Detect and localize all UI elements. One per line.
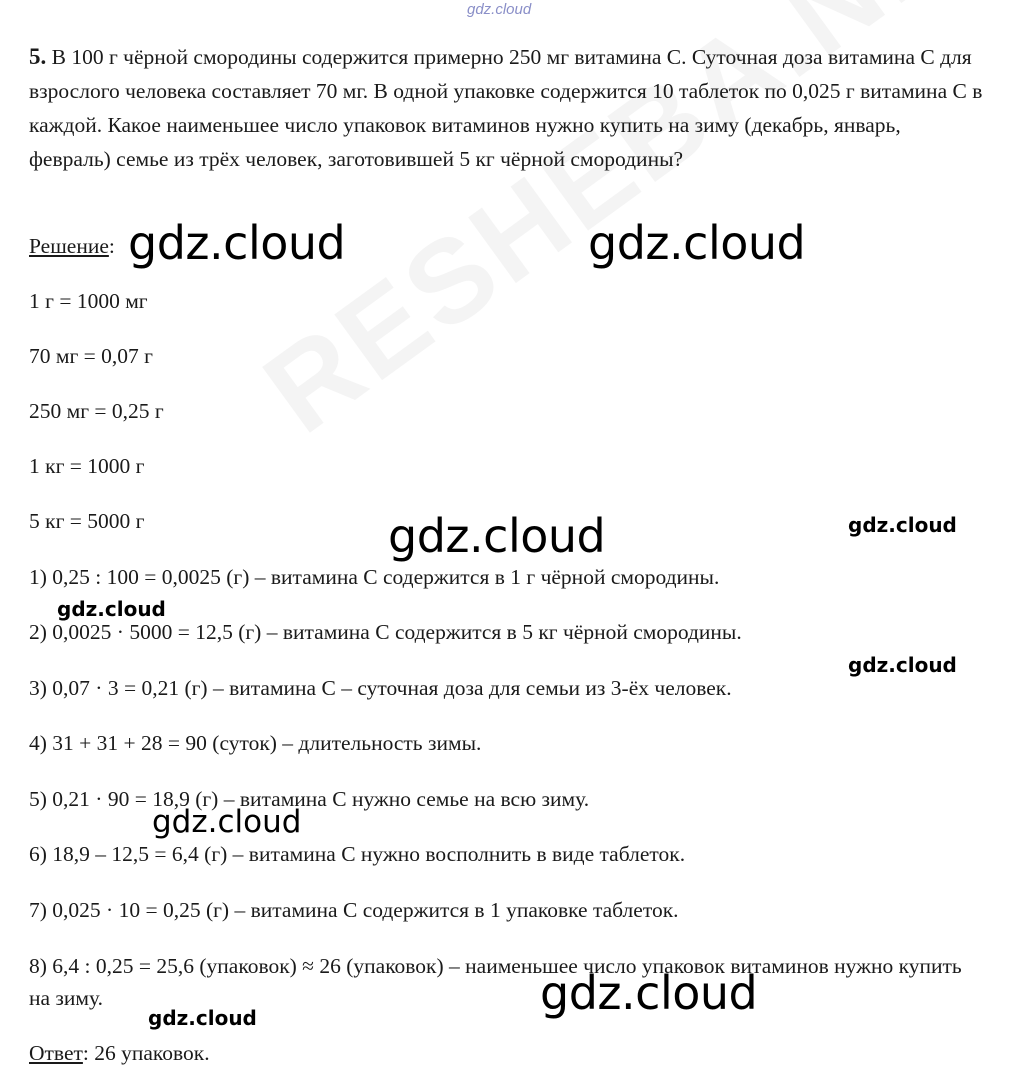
watermark: gdz.cloud <box>152 804 302 840</box>
answer-label: Ответ <box>29 1041 83 1065</box>
solution-step: 2) 0,0025 · 5000 = 12,5 (г) – витамина С содержится в 5 кг чёрной смородины. <box>29 620 742 644</box>
problem-statement <box>29 40 984 176</box>
solution-step: 7) 0,025 · 10 = 0,25 (г) – витамина С содержится в 1 упаковке таблеток. <box>29 898 679 922</box>
conversion-line: 250 мг = 0,25 г <box>29 399 164 423</box>
conversion-line: 1 г = 1000 мг <box>29 289 148 313</box>
solution-step: 8) 6,4 : 0,25 = 25,6 (упаковок) ≈ 26 (упаковок) – наименьшее число упаковок витаминов нужно купить на зиму. <box>29 954 962 1010</box>
conversion-line: 70 мг = 0,07 г <box>29 344 153 368</box>
watermark: gdz.cloud <box>848 653 957 677</box>
watermark: gdz.cloud <box>128 216 346 270</box>
watermark: gdz.cloud <box>388 509 606 563</box>
problem-text: В 100 г чёрной смородины содержится примерно 250 мг витамина С. Суточная доза витамина С для взрослого человека составляет 70 мг. В одной упаковке содержится 10 таблеток по 0,025 г витамина С в каждой. Какое наименьшее число упаковок витаминов нужно купить на зиму (декабрь, январь, февраль) семье из трёх человек, заготовившей 5 кг чёрной смородины? <box>29 45 983 171</box>
problem-number: 5. <box>29 44 47 69</box>
watermark: gdz.cloud <box>588 216 806 270</box>
site-mark-top: gdz.cloud <box>467 1 532 18</box>
watermark: gdz.cloud <box>57 597 166 621</box>
answer-line <box>29 1038 210 1068</box>
solution-step: 3) 0,07 · 3 = 0,21 (г) – витамина С – суточная доза для семьи из 3-ёх человек. <box>29 676 732 700</box>
solution-colon: : <box>108 234 115 258</box>
solution-step: 4) 31 + 31 + 28 = 90 (суток) – длительность зимы. <box>29 731 482 755</box>
solution-step: 1) 0,25 : 100 = 0,0025 (г) – витамина С содержится в 1 г чёрной смородины. <box>29 565 720 589</box>
solution-label: Решение <box>29 234 109 258</box>
watermark: gdz.cloud <box>848 513 957 537</box>
conversion-line: 5 кг = 5000 г <box>29 509 145 533</box>
answer-text: : 26 упаковок. <box>82 1041 210 1065</box>
watermark: gdz.cloud <box>540 966 758 1020</box>
watermark: gdz.cloud <box>148 1006 257 1030</box>
conversion-line: 1 кг = 1000 г <box>29 454 145 478</box>
solution-step: 5) 0,21 · 90 = 18,9 (г) – витамина С нужно семье на всю зиму. <box>29 787 590 811</box>
solution-heading <box>29 231 115 261</box>
solution-step: 6) 18,9 – 12,5 = 6,4 (г) – витамина С нужно восполнить в виде таблеток. <box>29 842 686 866</box>
